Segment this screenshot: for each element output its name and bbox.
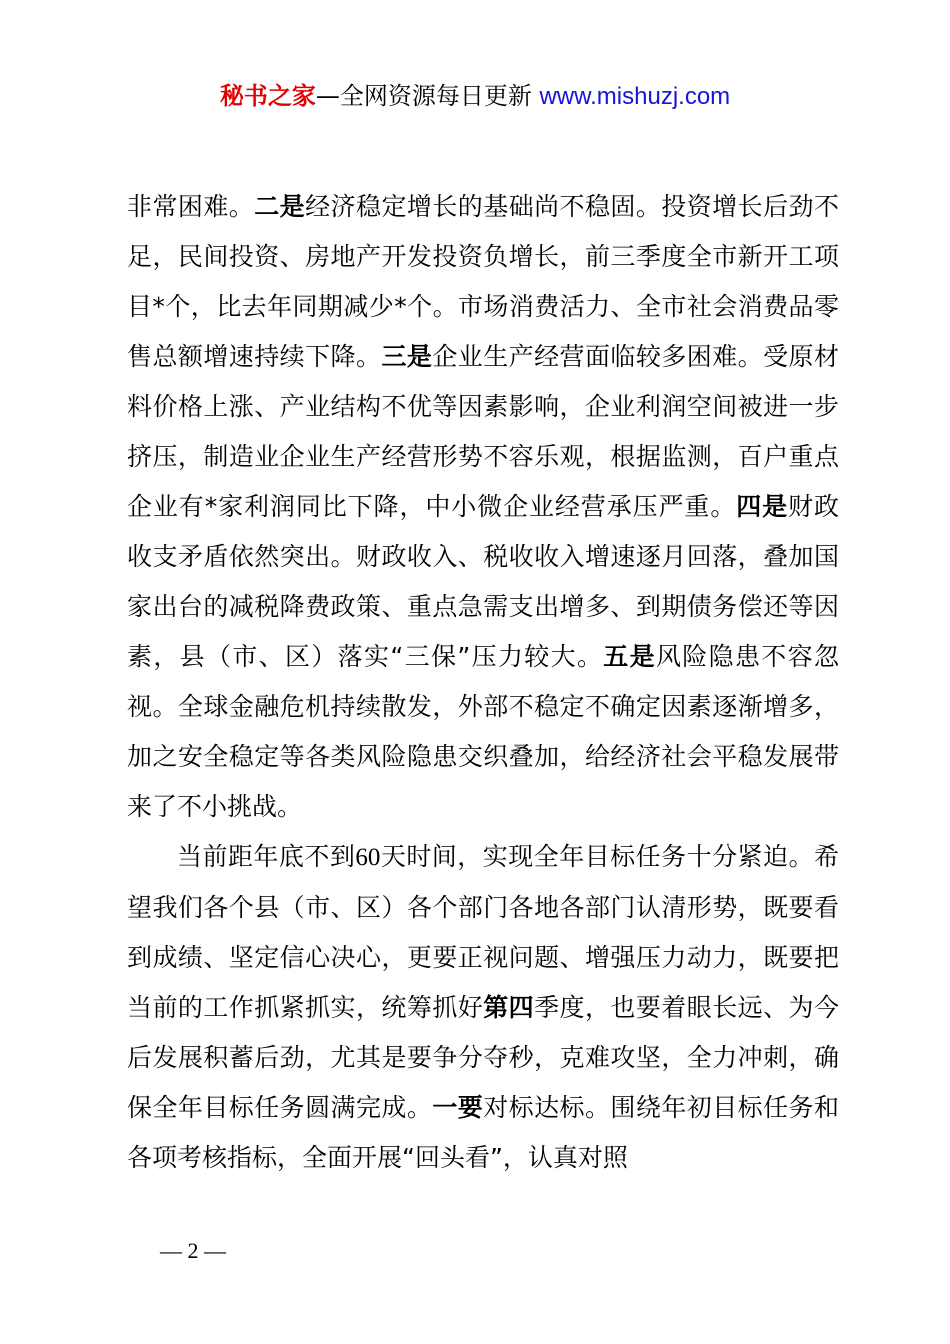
paragraph-text: 非常困难。	[127, 192, 255, 221]
emphasis-text: 第四	[483, 993, 535, 1022]
emphasis-text: 二是	[254, 192, 306, 221]
site-tagline: —全网资源每日更新	[315, 82, 532, 110]
site-header	[0, 78, 950, 115]
paragraph-text: 60	[355, 844, 381, 871]
paragraph-text: 天时间，实现全年目标任务十分紧迫。希望我们各个县（市、区）各个部门各地各部门认清形势，既要看到成绩、坚定信心决心，更要正视问题、增强压力动力，既要把当前的工作抓紧抓实，统筹抓好	[127, 842, 839, 1022]
paragraph-text: 对标达标。围绕年初目标任务和各项考核指标，全面开展“回头看”，认真对照	[127, 1093, 839, 1172]
paragraph-text: 经济稳定增长的基础尚不稳固。投资增长后劲不足，民间投资、房地产开发投资负增长，前三季度全市新开工项目*个，比去年同期减少*个。市场消费活力、全市社会消费品零售总额增速持续下降。	[127, 192, 839, 371]
paragraph	[127, 832, 839, 1183]
document-body	[127, 182, 839, 1183]
paragraph	[127, 182, 839, 832]
paragraph-text: 当前距年底不到	[177, 842, 356, 871]
emphasis-text: 一要	[432, 1093, 484, 1122]
paragraph-text: 企业生产经营面临较多困难。受原材料价格上涨、产业结构不优等因素影响，企业利润空间被进一步挤压，制造业企业生产经营形势不容乐观，根据监测，百户重点企业有*家利润同比下降，中小微企业经营承压严重。	[127, 342, 839, 521]
paragraph-text: 财政收支矛盾依然突出。财政收入、税收收入增速逐月回落，叠加国家出台的减税降费政策、重点急需支出增多、到期债务偿还等因素，县（市、区）落实“三保”压力较大。	[127, 492, 839, 671]
site-brand: 秘书之家	[219, 82, 316, 110]
emphasis-text: 三是	[381, 342, 433, 371]
paragraph-text: 季度，也要着眼长远、为今后发展积蓄后劲，尤其是要争分夺秒，克难攻坚，全力冲刺，确保全年目标任务圆满完成。	[127, 993, 839, 1122]
paragraph-text: 风险隐患不容忽视。全球金融危机持续散发，外部不稳定不确定因素逐渐增多，加之安全稳定等各类风险隐患交织叠加，给经济社会平稳发展带来了不小挑战。	[127, 642, 839, 821]
emphasis-text: 五是	[603, 642, 656, 671]
page-number: — 2 —	[160, 1238, 226, 1263]
emphasis-text: 四是	[736, 492, 789, 521]
site-url-link[interactable]: www.mishuzj.com	[539, 83, 731, 110]
